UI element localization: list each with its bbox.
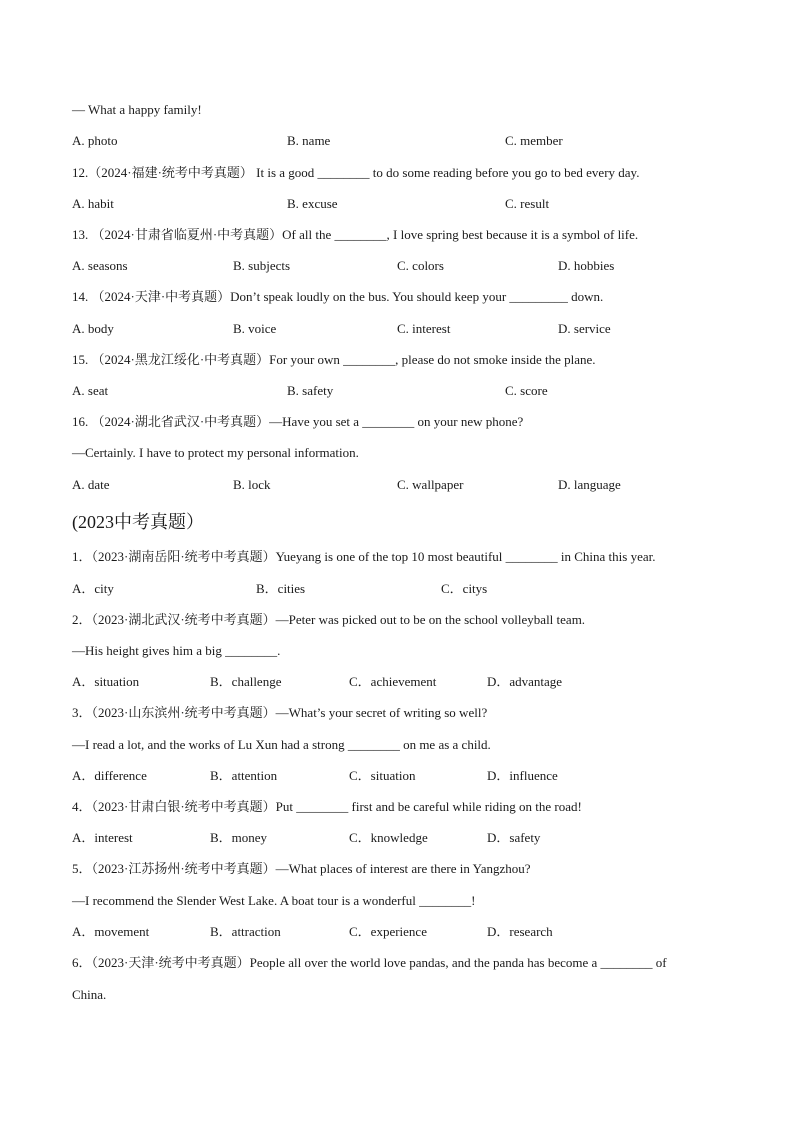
option-a: A．movement <box>72 924 150 939</box>
question-6: 6．（2023·天津·统考中考真题）People all over the world love pandas, and the panda has become a ________ of <box>72 955 667 970</box>
option-c: C. result <box>505 196 550 211</box>
option-c: C．citys <box>441 581 488 596</box>
option-a: A．situation <box>72 674 140 689</box>
section-heading: (2023中考真题） <box>72 512 204 532</box>
option-d: D．advantage <box>487 674 563 689</box>
option-c: C. colors <box>397 258 444 273</box>
question-6-continuation: China. <box>72 987 107 1002</box>
option-b: B. excuse <box>287 196 338 211</box>
option-b: B．attention <box>210 768 278 783</box>
option-d: D. hobbies <box>558 258 615 273</box>
option-a: A．interest <box>72 830 133 845</box>
question-15: 15. （2024·黑龙江绥化·中考真题）For your own ________, please do not smoke inside the plane. <box>72 352 596 367</box>
dialogue-line: —I recommend the Slender West Lake. A boat tour is a wonderful ________! <box>72 893 476 908</box>
option-b: B. safety <box>287 383 334 398</box>
question-3: 3．（2023·山东滨州·统考中考真题）—What’s your secret of writing so well? <box>72 705 488 720</box>
question-2: 2．（2023·湖北武汉·统考中考真题）—Peter was picked out to be on the school volleyball team. <box>72 612 586 627</box>
option-b: B. name <box>287 133 331 148</box>
option-d: D. service <box>558 321 611 336</box>
option-c: C. score <box>505 383 548 398</box>
option-d: D. language <box>558 477 621 492</box>
question-12: 12.（2024·福建·统考中考真题） It is a good ________ to do some reading before you go to bed every day. <box>72 165 640 180</box>
option-a: A．difference <box>72 768 147 783</box>
question-1: 1．（2023·湖南岳阳·统考中考真题）Yueyang is one of the top 10 most beautiful ________ in China this year. <box>72 549 656 564</box>
option-b: B．money <box>210 830 268 845</box>
option-c: C. member <box>505 133 563 148</box>
option-c: C．situation <box>349 768 416 783</box>
option-a: A. habit <box>72 196 114 211</box>
option-a: A. seat <box>72 383 109 398</box>
dialogue-line: —I read a lot, and the works of Lu Xun had a strong ________ on me as a child. <box>72 737 491 752</box>
option-c: C. wallpaper <box>397 477 464 492</box>
question-5: 5．（2023·江苏扬州·统考中考真题）—What places of interest are there in Yangzhou? <box>72 861 531 876</box>
option-c: C. interest <box>397 321 451 336</box>
option-a: A. seasons <box>72 258 128 273</box>
option-b: B. voice <box>233 321 277 336</box>
option-b: B. lock <box>233 477 271 492</box>
dialogue-line: —Certainly. I have to protect my personal information. <box>72 445 359 460</box>
question-16: 16. （2024·湖北省武汉·中考真题）—Have you set a ________ on your new phone? <box>72 414 524 429</box>
question-14: 14. （2024·天津·中考真题）Don’t speak loudly on the bus. You should keep your _________ down. <box>72 289 604 304</box>
option-d: D．safety <box>487 830 541 845</box>
dialogue-line: —His height gives him a big ________. <box>72 643 281 658</box>
option-c: C．experience <box>349 924 427 939</box>
option-d: D．research <box>487 924 553 939</box>
option-d: D．influence <box>487 768 558 783</box>
question-4: 4．（2023·甘肃白银·统考中考真题）Put ________ first and be careful while riding on the road! <box>72 799 582 814</box>
option-a: A．city <box>72 581 114 596</box>
option-a: A. body <box>72 321 114 336</box>
dialogue-line: — What a happy family! <box>72 102 202 117</box>
option-c: C．knowledge <box>349 830 428 845</box>
option-c: C．achievement <box>349 674 437 689</box>
option-a: A. photo <box>72 133 118 148</box>
option-b: B. subjects <box>233 258 291 273</box>
option-b: B．attraction <box>210 924 281 939</box>
option-b: B．cities <box>256 581 306 596</box>
option-a: A. date <box>72 477 110 492</box>
option-b: B．challenge <box>210 674 282 689</box>
question-13: 13. （2024·甘肃省临夏州·中考真题）Of all the ________, I love spring best because it is a symbol of life. <box>72 227 639 242</box>
